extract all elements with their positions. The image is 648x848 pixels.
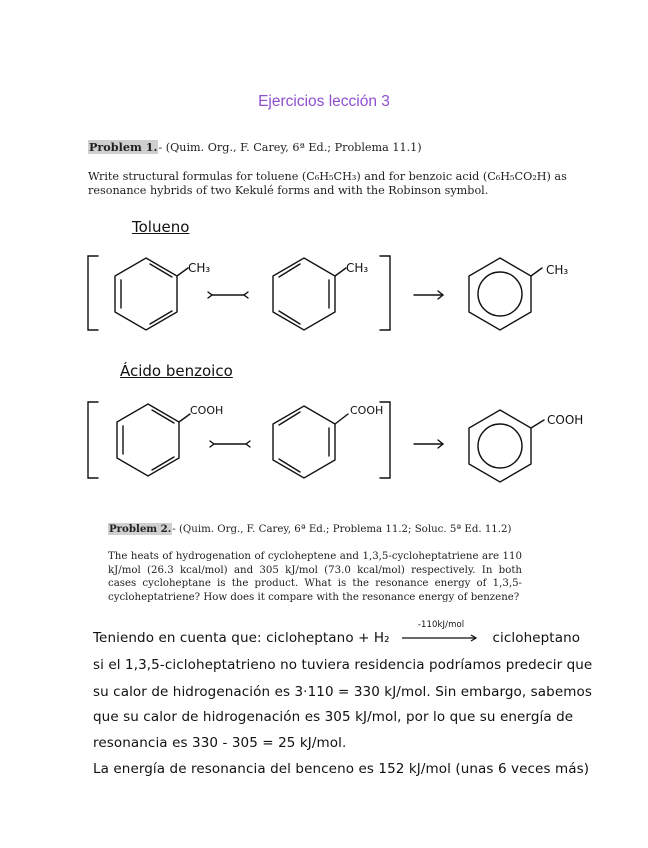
problem-2-text: The heats of hydrogenation of cycloheptene and 1,3,5-cycloheptatriene are 110 kJ/mol (26.3 kcal/mol) and 305 kJ/mol (73.0 kcal/mol) respectively. In both cases cycloheptane is the product. What is the resonance energy of 1,3,5-cycloheptatriene? How does it compare with the resonance energy of benzene? bbox=[108, 551, 522, 603]
benzoic-acid-heading: Ácido benzoico bbox=[120, 362, 233, 380]
benzoic-ring-2 bbox=[273, 406, 335, 478]
reaction-arrow-label: -110kJ/mol bbox=[417, 620, 465, 630]
problem-2-label: Problem 2. bbox=[109, 523, 172, 535]
answer-line-1-start: Teniendo en cuenta que: cicloheptano + H₂ bbox=[93, 630, 390, 646]
toluene-ch3-label-2: CH₃ bbox=[346, 261, 369, 275]
toluene-ch3-label-3: CH₃ bbox=[546, 263, 569, 277]
answer-line-2: si el 1,3,5-cicloheptatrieno no tuviera residencia podríamos predecir que bbox=[93, 657, 593, 673]
cooh-label-1: COOH bbox=[190, 404, 224, 417]
answer-line-6: La energía de resonancia del benceno es 152 kJ/mol (unas 6 veces más) bbox=[93, 761, 590, 777]
bracket-left-2 bbox=[88, 402, 98, 478]
cooh-label-3: COOH bbox=[547, 413, 584, 427]
problem-1-reference: - (Quim. Org., F. Carey, 6ª Ed.; Problema 11.1) bbox=[158, 141, 422, 154]
toluene-ch3-label-1: CH₃ bbox=[188, 261, 211, 275]
answer-line-5: resonancia es 330 - 305 = 25 kJ/mol. bbox=[93, 735, 347, 751]
benzoic-ring-1 bbox=[117, 404, 179, 476]
toluene-heading: Tolueno bbox=[132, 218, 190, 236]
problem-1-label: Problem 1. bbox=[89, 140, 158, 154]
problem-1-text-line-1: Write structural formulas for toluene (C₆H₅CH₃) and for benzoic acid (C₆H₅CO₂H) as bbox=[88, 170, 567, 183]
answer-line-1 bbox=[93, 620, 581, 646]
cooh-label-2: COOH bbox=[350, 404, 384, 417]
answer-line-4: que su calor de hidrogenación es 305 kJ/mol, por lo que su energía de bbox=[93, 709, 574, 725]
reaction-arrow bbox=[402, 620, 480, 642]
problem-2-heading bbox=[108, 523, 511, 535]
problem-2-reference: - (Quim. Org., F. Carey, 6ª Ed.; Problema 11.2; Soluc. 5ª Ed. 11.2) bbox=[172, 524, 512, 535]
answer-line-1-end: cicloheptano bbox=[492, 630, 581, 646]
page-title: Ejercicios lección 3 bbox=[258, 93, 390, 110]
problem-1-text-line-2: resonance hybrids of two Kekulé forms and with the Robinson symbol. bbox=[88, 184, 489, 197]
robinson-circle-2 bbox=[478, 424, 522, 468]
answer-line-3: su calor de hidrogenación es 3·110 = 330 kJ/mol. Sin embargo, sabemos bbox=[93, 684, 593, 700]
